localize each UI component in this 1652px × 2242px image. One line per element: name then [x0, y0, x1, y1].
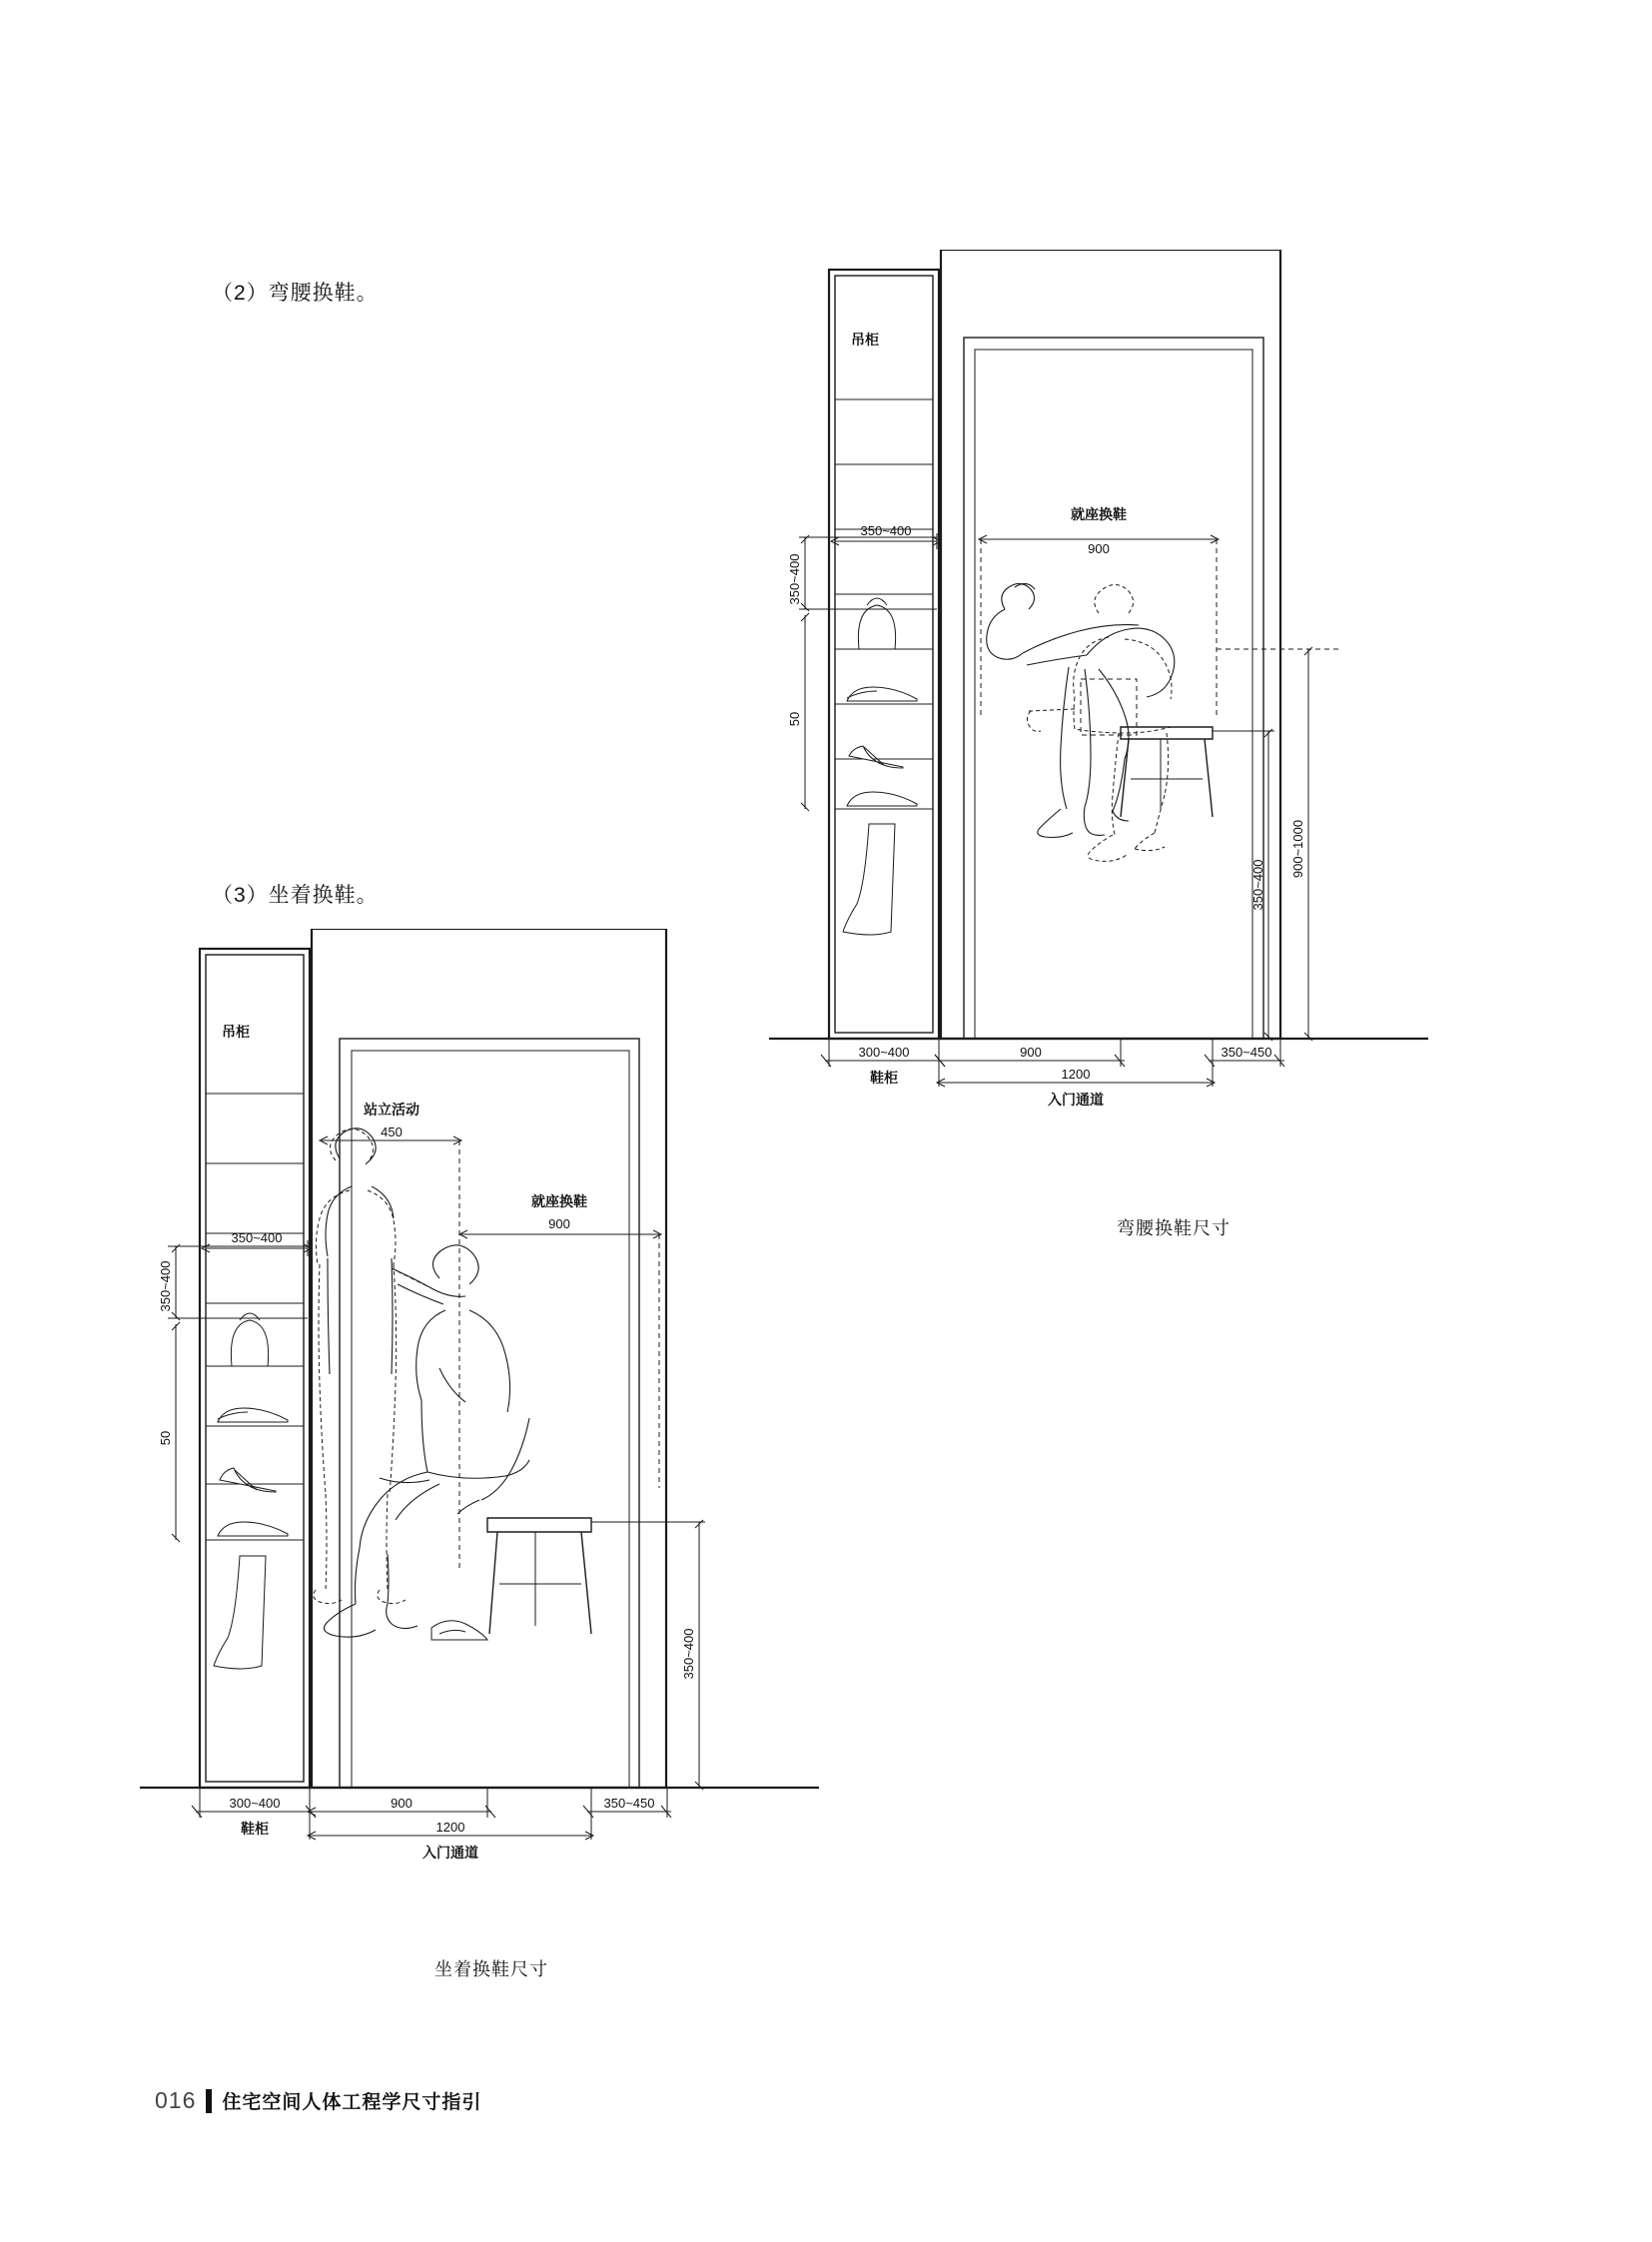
page-footer [155, 2087, 481, 2114]
dim-standing-activity-width: 450 [381, 1124, 403, 1139]
caption-figure-top: 弯腰换鞋尺寸 [1117, 1218, 1231, 1238]
page-number: 016 [155, 2087, 197, 2113]
dim-seated-change-width-bottom: 900 [548, 1216, 570, 1231]
label-hanging-cabinet-bottom: 吊柜 [222, 1024, 250, 1040]
footer-divider [206, 2089, 212, 2113]
label-entry-corridor-bottom: 入门通道 [422, 1845, 478, 1861]
heading-item-2: （2）弯腰换鞋。 [212, 282, 379, 305]
dim-shelf-thickness-top: 50 [787, 711, 802, 727]
label-seated-change-top: 就座换鞋 [1071, 506, 1127, 522]
label-hanging-cabinet-top: 吊柜 [851, 332, 879, 348]
dim-shelf-depth-top: 350~400 [860, 523, 912, 538]
label-standing-activity: 站立活动 [364, 1102, 419, 1118]
dim-cabinet-depth-top: 300~400 [858, 1045, 910, 1060]
dim-cabinet-depth-bottom: 300~400 [229, 1796, 281, 1811]
figure-bend-over-shoe-change [769, 250, 1428, 1128]
heading-item-3: （3）坐着换鞋。 [212, 884, 379, 907]
caption-figure-bottom: 坐着换鞋尺寸 [434, 1959, 548, 1979]
label-shoe-cabinet-top: 鞋柜 [870, 1070, 898, 1086]
dim-stool-height-top: 350~400 [1250, 859, 1265, 911]
dim-upper-shelf-height-bottom: 350~400 [158, 1260, 173, 1312]
dim-walk-width-bottom: 900 [391, 1796, 413, 1811]
figure-seated-shoe-change [140, 929, 819, 1877]
dim-stool-height-bottom: 350~400 [681, 1628, 696, 1680]
dim-stool-zone-top: 350~450 [1221, 1045, 1272, 1060]
label-shoe-cabinet-bottom: 鞋柜 [241, 1821, 269, 1837]
label-entry-corridor-top: 入门通道 [1048, 1092, 1104, 1108]
dim-shelf-depth-bottom: 350~400 [231, 1230, 283, 1245]
dim-upper-shelf-height-top: 350~400 [787, 553, 802, 605]
dim-total-corridor-top: 1200 [1061, 1067, 1091, 1082]
label-seated-change-bottom: 就座换鞋 [531, 1193, 587, 1209]
dim-body-height-top: 900~1000 [1290, 819, 1305, 879]
dim-seated-change-width-top: 900 [1088, 541, 1110, 556]
book-title: 住宅空间人体工程学尺寸指引 [222, 2092, 482, 2113]
dim-shelf-thickness-bottom: 50 [158, 1430, 173, 1446]
dim-stool-zone-bottom: 350~450 [603, 1796, 655, 1811]
dim-walk-width-top: 900 [1020, 1045, 1042, 1060]
dim-total-corridor-bottom: 1200 [435, 1820, 465, 1835]
